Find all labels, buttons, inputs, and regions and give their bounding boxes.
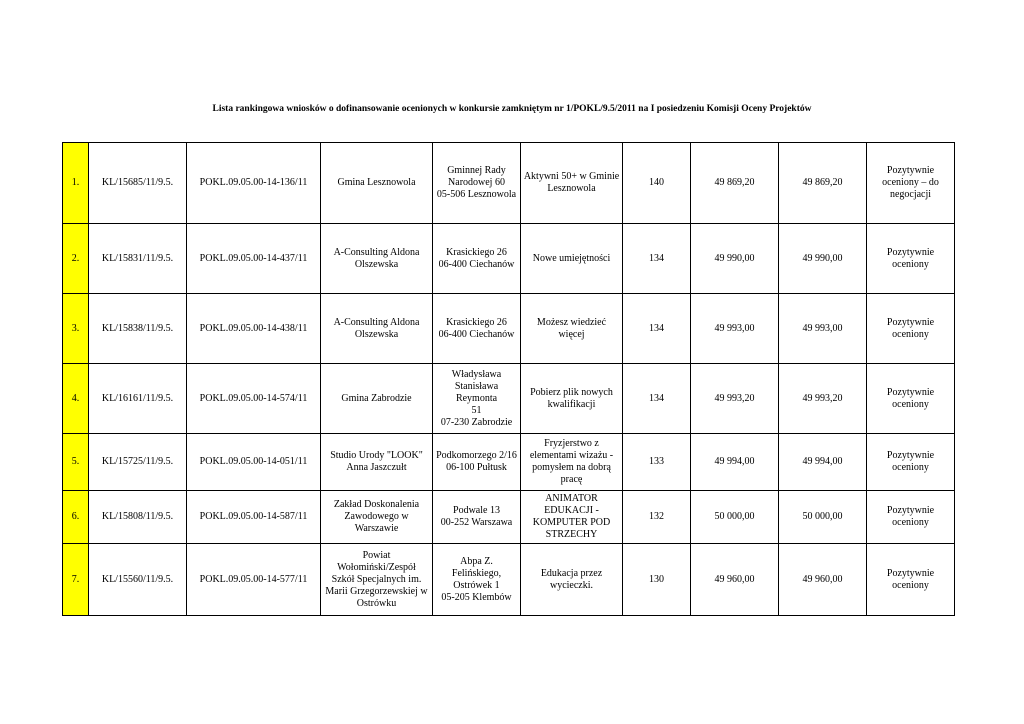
points: 133 <box>623 434 691 491</box>
table-row <box>63 544 955 616</box>
cell-line: Szkół Specjalnych im. <box>331 573 422 585</box>
cell-line: Ostrówku <box>356 597 397 609</box>
cell-line: 06-400 Ciechanów <box>438 328 515 340</box>
cell-line: Pozytywnie <box>886 165 935 176</box>
cell-line: Krasickiego 26 <box>446 316 507 328</box>
status <box>867 224 955 294</box>
row-number: 6. <box>63 491 89 544</box>
cell-line: Anna Jaszczułt <box>346 462 407 473</box>
cell-line: Pobierz plik nowych <box>530 386 613 398</box>
requested-amount: 49 993,20 <box>691 364 779 434</box>
address <box>433 364 521 434</box>
cell-line: Władysława <box>451 368 502 380</box>
cell-line: Aktywni 50+ w Gminie <box>523 171 620 182</box>
address <box>433 491 521 544</box>
cell-line: Olszewska <box>354 328 399 340</box>
granted-amount: 49 869,20 <box>779 143 867 224</box>
requested-amount: 50 000,00 <box>691 491 779 544</box>
granted-amount: 49 993,20 <box>779 364 867 434</box>
ranking-table-body <box>63 143 955 616</box>
table-row <box>63 143 955 224</box>
project-number: POKL.09.05.00-14-574/11 <box>187 364 321 434</box>
address <box>433 544 521 616</box>
cell-line: A-Consulting Aldona <box>333 316 420 328</box>
cell-line: Pozytywnie <box>886 450 935 461</box>
table-row <box>63 434 955 491</box>
requested-amount: 49 994,00 <box>691 434 779 491</box>
points: 134 <box>623 224 691 294</box>
address <box>433 224 521 294</box>
cell-line: oceniony <box>892 462 929 473</box>
applicant <box>321 544 433 616</box>
applicant <box>321 224 433 294</box>
status <box>867 434 955 491</box>
cell-line: Stanisława Reymonta <box>454 380 499 404</box>
row-number: 2. <box>63 224 89 294</box>
cell-line: kwalifikacji <box>547 398 596 410</box>
ranking-table <box>62 142 955 616</box>
status <box>867 491 955 544</box>
cell-line: 00-252 Warszawa <box>440 517 513 528</box>
project-title <box>521 143 623 224</box>
requested-amount: 49 960,00 <box>691 544 779 616</box>
table-row <box>63 224 955 294</box>
cell-line: Olszewska <box>354 258 399 270</box>
cell-line: 07-230 Zabrodzie <box>440 416 513 428</box>
cell-line: EDUKACJI - <box>544 505 599 516</box>
row-number: 1. <box>63 143 89 224</box>
address <box>433 434 521 491</box>
requested-amount: 49 990,00 <box>691 224 779 294</box>
requested-amount: 49 869,20 <box>691 143 779 224</box>
cell-line: Pozytywnie <box>886 505 935 516</box>
cell-line: Pozytywnie <box>886 316 935 328</box>
points: 132 <box>623 491 691 544</box>
project-title <box>521 224 623 294</box>
cell-line: Podkomorzego 2/16 <box>436 450 517 461</box>
cell-line: oceniony <box>892 328 929 340</box>
cell-line: Podwale 13 <box>453 505 500 516</box>
cell-line: 06-100 Pułtusk <box>446 462 507 473</box>
row-number: 4. <box>63 364 89 434</box>
row-number: 7. <box>63 544 89 616</box>
application-number: KL/15725/11/9.5. <box>89 434 187 491</box>
applicant <box>321 143 433 224</box>
cell-line: Gmina Lesznowola <box>337 177 416 188</box>
project-title <box>521 434 623 491</box>
row-number: 3. <box>63 294 89 364</box>
cell-line: negocjacji <box>889 189 932 200</box>
project-number: POKL.09.05.00-14-437/11 <box>187 224 321 294</box>
cell-line: 06-400 Ciechanów <box>438 258 515 270</box>
cell-line: Pozytywnie <box>886 246 935 258</box>
application-number: KL/16161/11/9.5. <box>89 364 187 434</box>
project-number: POKL.09.05.00-14-577/11 <box>187 544 321 616</box>
cell-line: A-Consulting Aldona <box>333 246 420 258</box>
cell-line: Fryzjerstwo z <box>544 438 599 449</box>
cell-line: Studio Urody "LOOK" <box>330 450 423 461</box>
project-title <box>521 544 623 616</box>
project-title <box>521 364 623 434</box>
application-number: KL/15808/11/9.5. <box>89 491 187 544</box>
applicant <box>321 491 433 544</box>
cell-line: Lesznowola <box>547 183 596 194</box>
application-number: KL/15560/11/9.5. <box>89 544 187 616</box>
cell-line: Warszawie <box>354 523 399 534</box>
cell-line: Możesz wiedzieć więcej <box>536 316 607 340</box>
cell-line: ANIMATOR <box>545 493 598 504</box>
cell-line: KOMPUTER POD <box>532 517 611 528</box>
granted-amount: 49 990,00 <box>779 224 867 294</box>
application-number: KL/15831/11/9.5. <box>89 224 187 294</box>
cell-line: oceniony <box>892 517 929 528</box>
granted-amount: 49 993,00 <box>779 294 867 364</box>
cell-line: Gmina Zabrodzie <box>341 392 412 404</box>
cell-line: Powiat Wołomiński/Zespół <box>337 549 416 573</box>
project-title <box>521 491 623 544</box>
application-number: KL/15685/11/9.5. <box>89 143 187 224</box>
cell-line: Gminnej Rady <box>447 165 506 176</box>
cell-line: wycieczki. <box>549 579 594 591</box>
table-row <box>63 491 955 544</box>
cell-line: STRZECHY <box>545 529 598 540</box>
cell-line: Edukacja przez <box>540 567 603 579</box>
cell-line: 05-205 Klembów <box>441 591 512 603</box>
application-number: KL/15838/11/9.5. <box>89 294 187 364</box>
applicant <box>321 364 433 434</box>
project-number: POKL.09.05.00-14-587/11 <box>187 491 321 544</box>
points: 134 <box>623 364 691 434</box>
granted-amount: 49 960,00 <box>779 544 867 616</box>
cell-line: elementami wizażu - <box>529 450 614 461</box>
row-number: 5. <box>63 434 89 491</box>
project-number: POKL.09.05.00-14-136/11 <box>187 143 321 224</box>
status <box>867 544 955 616</box>
cell-line: oceniony <box>892 258 929 270</box>
cell-line: Ostrówek 1 <box>453 579 500 591</box>
cell-line: Marii Grzegorzewskiej w <box>325 585 428 597</box>
cell-line: oceniony <box>892 579 929 591</box>
granted-amount: 50 000,00 <box>779 491 867 544</box>
applicant <box>321 294 433 364</box>
points: 140 <box>623 143 691 224</box>
applicant <box>321 434 433 491</box>
points: 130 <box>623 544 691 616</box>
cell-line: Nowe umiejętności <box>532 252 611 264</box>
cell-line: 05-506 Lesznowola <box>436 189 517 200</box>
cell-line: Krasickiego 26 <box>446 246 507 258</box>
cell-line: oceniony <box>892 398 929 410</box>
status <box>867 294 955 364</box>
cell-line: oceniony – do <box>882 177 939 188</box>
requested-amount: 49 993,00 <box>691 294 779 364</box>
cell-line: Narodowej 60 <box>448 177 505 188</box>
table-row <box>63 364 955 434</box>
project-title <box>521 294 623 364</box>
document-title: Lista rankingowa wniosków o dofinansowanie ocenionych w konkursie zamkniętym nr 1/POKL/9.5/2011 na I posiedzeniu Komisji Oceny Projektów <box>212 104 812 114</box>
status <box>867 364 955 434</box>
project-number: POKL.09.05.00-14-051/11 <box>187 434 321 491</box>
project-number: POKL.09.05.00-14-438/11 <box>187 294 321 364</box>
cell-line: 51 <box>471 404 482 416</box>
granted-amount: 49 994,00 <box>779 434 867 491</box>
status <box>867 143 955 224</box>
cell-line: Zakład Doskonalenia <box>333 499 420 510</box>
table-row <box>63 294 955 364</box>
cell-line: pomysłem na dobrą pracę <box>532 462 611 485</box>
address <box>433 294 521 364</box>
cell-line: Zawodowego w <box>344 511 409 522</box>
cell-line: Pozytywnie <box>886 567 935 579</box>
cell-line: Abpa Z. Felińskiego, <box>451 555 502 579</box>
points: 134 <box>623 294 691 364</box>
cell-line: Pozytywnie <box>886 386 935 398</box>
address <box>433 143 521 224</box>
